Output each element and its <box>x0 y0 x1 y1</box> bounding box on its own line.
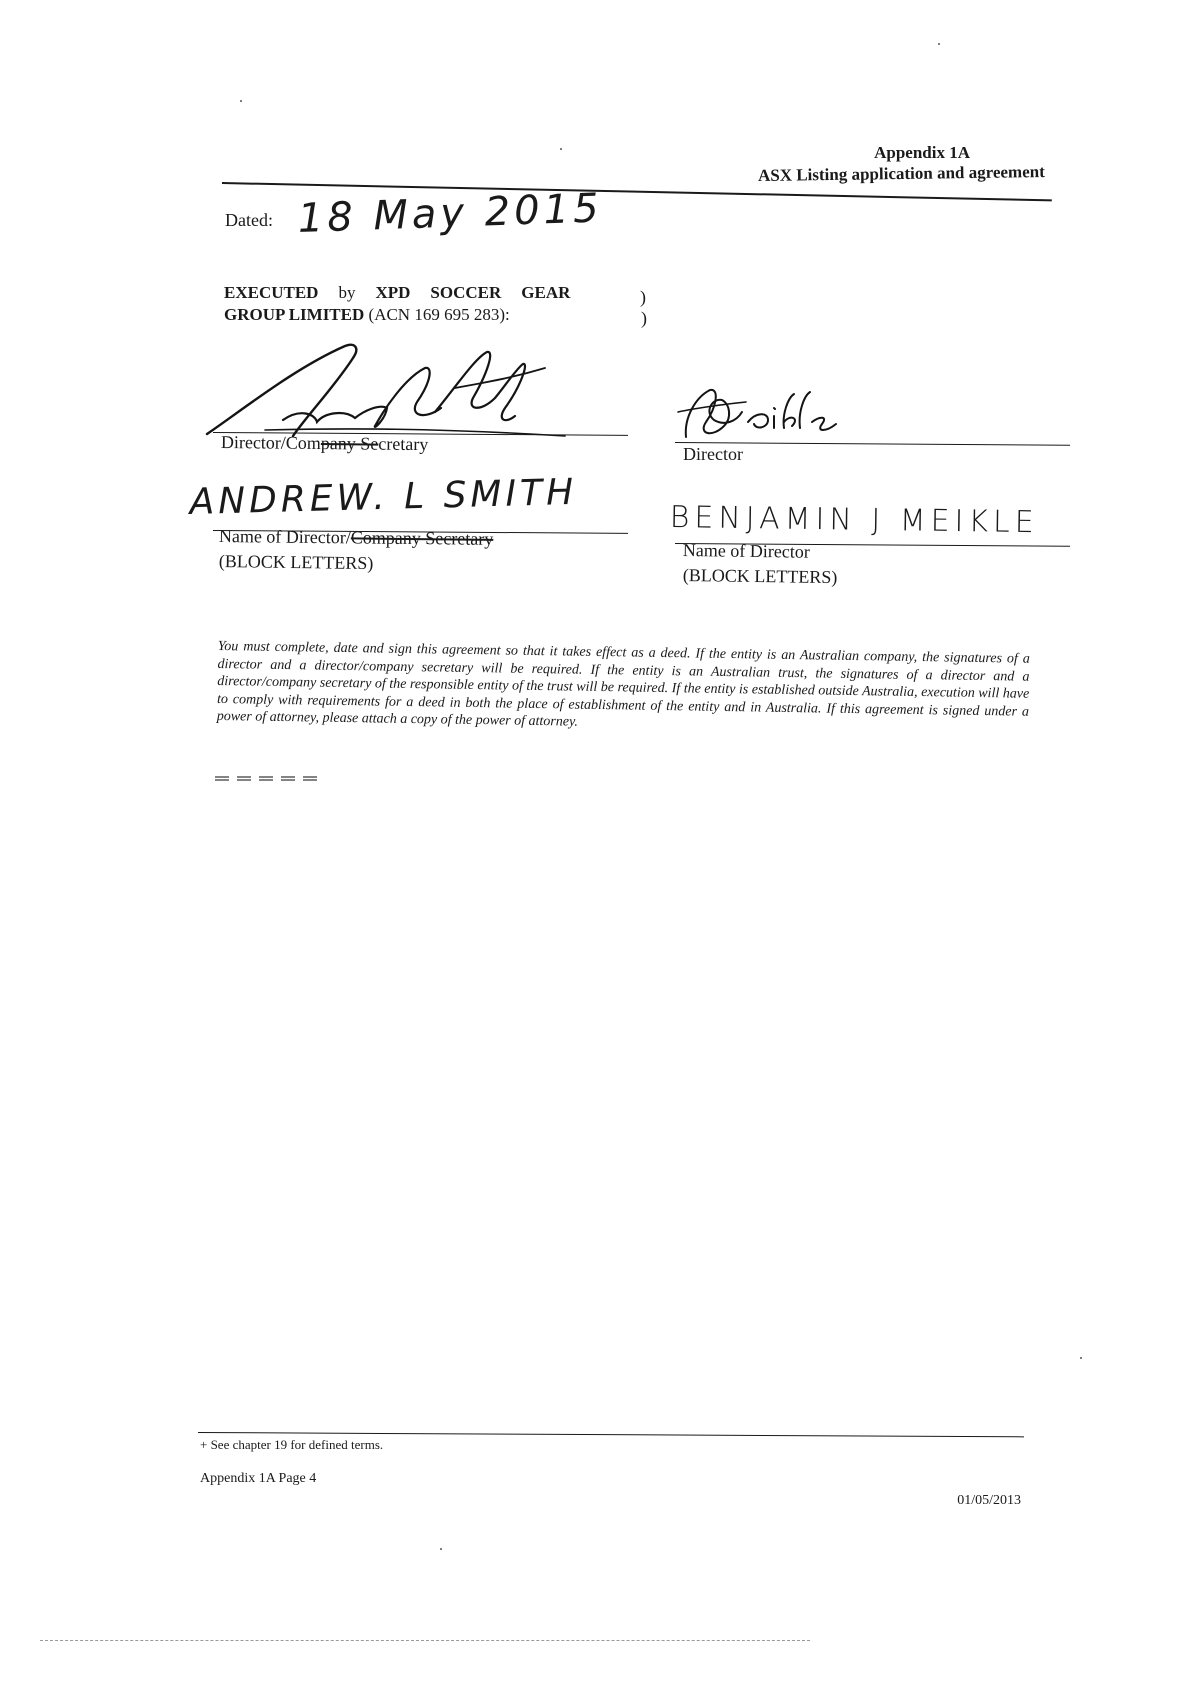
scan-artifact-line <box>40 1640 810 1641</box>
left-name-label <box>219 526 494 550</box>
right-name-label: Name of Director <box>682 540 810 562</box>
paren-1: ) <box>640 287 646 307</box>
left-signature-role <box>221 432 429 455</box>
executed-line-2 <box>224 305 510 325</box>
xpd-word: XPD <box>375 283 411 302</box>
right-signature-role: Director <box>683 444 743 464</box>
footer-footnote: + See chapter 19 for defined terms. <box>200 1437 384 1452</box>
gear-word: GEAR <box>521 283 571 302</box>
header-title: Appendix 1A <box>874 143 970 162</box>
paren-2: ) <box>641 308 647 328</box>
name-label-prefix: Name of Director/ <box>218 526 351 548</box>
footer-page-number: Appendix 1A Page 4 <box>200 1471 317 1486</box>
executed-line-1 <box>224 283 570 303</box>
scan-speck <box>240 100 242 102</box>
company-acn: (ACN 169 695 283): <box>364 305 510 324</box>
scan-speck <box>440 1548 442 1550</box>
company-name: GROUP LIMITED <box>224 305 365 324</box>
handwritten-date: 18 May 2015 <box>297 185 604 242</box>
header-subtitle: ASX Listing application and agreement <box>758 161 1046 186</box>
left-handwritten-name: ANDREW. L SMITH <box>189 471 578 523</box>
name-label-struck: Company Secretary <box>350 527 494 549</box>
by-word: by <box>338 283 356 302</box>
right-handwritten-name: BENJAMIN J MEIKLE <box>669 500 1039 541</box>
role-prefix: Director/Com <box>220 432 321 454</box>
role-struck: pany Se <box>320 433 379 454</box>
footer-date: 01/05/2013 <box>957 1493 1021 1508</box>
end-dashes <box>215 775 335 783</box>
soccer-word: SOCCER <box>430 283 502 302</box>
scan-speck <box>1080 1357 1082 1359</box>
execution-note: You must complete, date and sign this agreement so that it takes effect as a deed. If the entity is an Australian company, the signatures of a director and a director/company secretary will be required. If the entity is an Australian trust, the signatures of a director and a director/company secretary of the responsible entity of the trust will be required. If the entity is established outside Australia, execution will have to comply with requirements for a deed in both the place of establishment of the entity and in Australia. If this agreement is signed under a power of attorney, please attach a copy of the power of attorney. <box>216 638 1030 730</box>
role-suffix: cretary <box>378 433 429 455</box>
scan-speck <box>560 148 562 150</box>
right-block-letters: (BLOCK LETTERS) <box>682 565 838 588</box>
executed-word: EXECUTED <box>224 283 319 302</box>
scan-speck <box>938 43 940 45</box>
left-block-letters: (BLOCK LETTERS) <box>218 551 374 574</box>
dated-label: Dated: <box>225 210 273 230</box>
